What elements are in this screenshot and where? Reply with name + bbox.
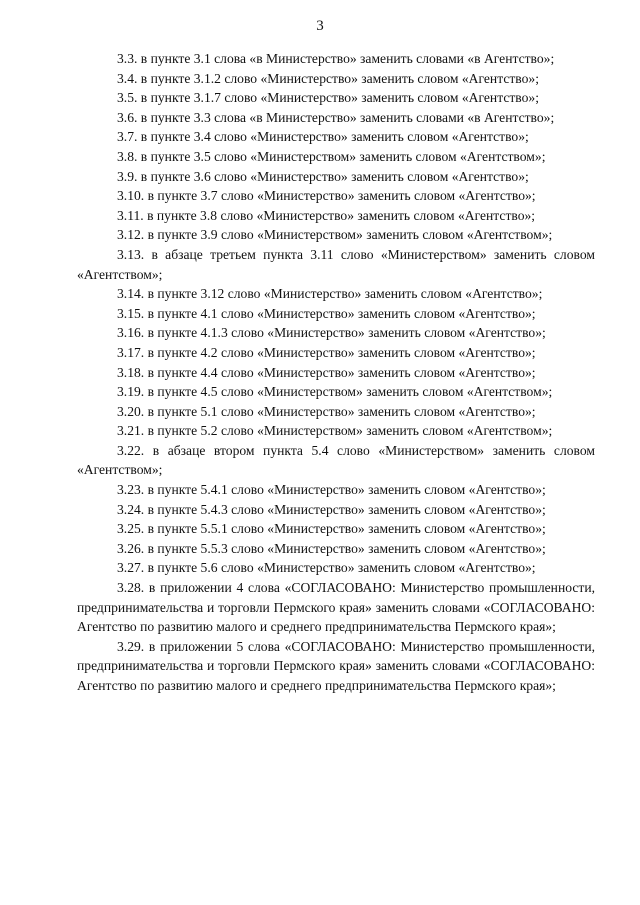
item-number: 3.26.: [117, 540, 145, 556]
item-number: 3.27.: [117, 560, 145, 576]
list-item: [77, 382, 595, 402]
item-text: в пункте 5.5.3 слово «Министерство» заменить словом «Агентство»;: [147, 540, 546, 556]
item-text: в пункте 4.5 слово «Министерством» заменить словом «Агентством»;: [147, 384, 553, 400]
list-item: [77, 245, 595, 284]
list-item: [77, 402, 595, 422]
list-item: [77, 225, 595, 245]
item-text: в пункте 3.9 слово «Министерством» заменить словом «Агентством»;: [147, 227, 553, 243]
item-number: 3.4.: [117, 70, 138, 86]
list-item: [77, 441, 595, 480]
document-body: [77, 49, 595, 696]
item-number: 3.5.: [117, 90, 138, 106]
list-item: [77, 127, 595, 147]
item-number: 3.3.: [117, 51, 138, 66]
page-number: 3: [316, 18, 324, 34]
item-text: в пункте 3.6 слово «Министерство» заменить словом «Агентство»;: [140, 168, 529, 184]
item-text: в пункте 5.6 слово «Министерство» заменить словом «Агентство»;: [147, 560, 536, 576]
item-text: в пункте 4.2 слово «Министерство» заменить словом «Агентство»;: [147, 344, 536, 360]
list-item: [77, 108, 595, 128]
list-item: [77, 147, 595, 167]
item-text: в пункте 3.1.7 слово «Министерство» заменить словом «Агентство»;: [140, 90, 539, 106]
item-text: в пункте 3.1 слова «в Министерство» заменить словами «в Агентство»;: [140, 51, 555, 66]
item-text: в приложении 4 слова «СОГЛАСОВАНО: Министерство промышленности, предпринимательства и торговли Пермского края» заменить словами «СОГЛАСОВАНО: Агентство по развитию малого и среднего предпринимательства Пермского края»;: [77, 580, 596, 635]
item-number: 3.9.: [117, 168, 138, 184]
item-text: в приложении 5 слова «СОГЛАСОВАНО: Министерство промышленности, предпринимательства и торговли Пермского края» заменить словами «СОГЛАСОВАНО: Агентство по развитию малого и среднего предпринимательства Пермского края»;: [77, 638, 596, 693]
item-number: 3.6.: [117, 109, 138, 125]
list-item: [77, 49, 595, 69]
list-item: [77, 88, 595, 108]
item-text: в пункте 5.4.1 слово «Министерство» заменить словом «Агентство»;: [147, 482, 546, 498]
list-item: [77, 363, 595, 383]
item-number: 3.10.: [117, 188, 145, 204]
list-item: [77, 500, 595, 520]
list-item: [77, 421, 595, 441]
list-item: [77, 558, 595, 578]
item-number: 3.24.: [117, 501, 145, 517]
list-item: [77, 519, 595, 539]
list-item: [77, 539, 595, 559]
item-number: 3.23.: [117, 482, 145, 498]
item-text: в пункте 3.1.2 слово «Министерство» заменить словом «Агентство»;: [140, 70, 539, 86]
item-text: в пункте 3.3 слова «в Министерство» заменить словами «в Агентство»;: [140, 109, 555, 125]
item-number: 3.22.: [117, 442, 145, 458]
list-item: [77, 323, 595, 343]
item-number: 3.28.: [117, 580, 145, 596]
item-text: в пункте 4.4 слово «Министерство» заменить словом «Агентство»;: [147, 364, 536, 380]
item-text: в абзаце третьем пункта 3.11 слово «Министерством» заменить словом «Агентством»;: [77, 246, 595, 282]
item-text: в пункте 5.4.3 слово «Министерство» заменить словом «Агентство»;: [147, 501, 546, 517]
list-item: [77, 206, 595, 226]
item-text: в абзаце втором пункта 5.4 слово «Министерством» заменить словом «Агентством»;: [77, 442, 595, 478]
item-number: 3.21.: [117, 423, 145, 439]
item-number: 3.13.: [117, 246, 145, 262]
item-text: в пункте 5.2 слово «Министерством» заменить словом «Агентством»;: [147, 423, 553, 439]
item-text: в пункте 4.1 слово «Министерство» заменить словом «Агентство»;: [147, 305, 536, 321]
item-number: 3.17.: [117, 344, 145, 360]
item-number: 3.19.: [117, 384, 145, 400]
item-number: 3.15.: [117, 305, 145, 321]
list-item: [77, 637, 595, 696]
item-number: 3.12.: [117, 227, 145, 243]
item-text: в пункте 3.12 слово «Министерство» заменить словом «Агентство»;: [147, 286, 543, 302]
item-number: 3.18.: [117, 364, 145, 380]
list-item: [77, 69, 595, 89]
item-number: 3.16.: [117, 325, 145, 341]
list-item: [77, 284, 595, 304]
item-number: 3.20.: [117, 403, 145, 419]
item-text: в пункте 3.5 слово «Министерством» заменить словом «Агентством»;: [140, 148, 546, 164]
list-item: [77, 167, 595, 187]
item-number: 3.7.: [117, 129, 138, 145]
list-item: [77, 578, 595, 637]
item-text: в пункте 5.1 слово «Министерство» заменить словом «Агентство»;: [147, 403, 536, 419]
list-item: [77, 304, 595, 324]
list-item: [77, 480, 595, 500]
list-item: [77, 343, 595, 363]
item-number: 3.8.: [117, 148, 138, 164]
item-number: 3.25.: [117, 521, 145, 537]
item-number: 3.29.: [117, 638, 145, 654]
item-number: 3.14.: [117, 286, 145, 302]
item-text: в пункте 3.8 слово «Министерство» заменить словом «Агентство»;: [147, 207, 536, 223]
item-text: в пункте 3.7 слово «Министерство» заменить словом «Агентство»;: [147, 188, 536, 204]
item-text: в пункте 3.4 слово «Министерство» заменить словом «Агентство»;: [140, 129, 529, 145]
list-item: [77, 186, 595, 206]
item-text: в пункте 5.5.1 слово «Министерство» заменить словом «Агентство»;: [147, 521, 546, 537]
item-text: в пункте 4.1.3 слово «Министерство» заменить словом «Агентство»;: [147, 325, 546, 341]
item-number: 3.11.: [117, 207, 144, 223]
